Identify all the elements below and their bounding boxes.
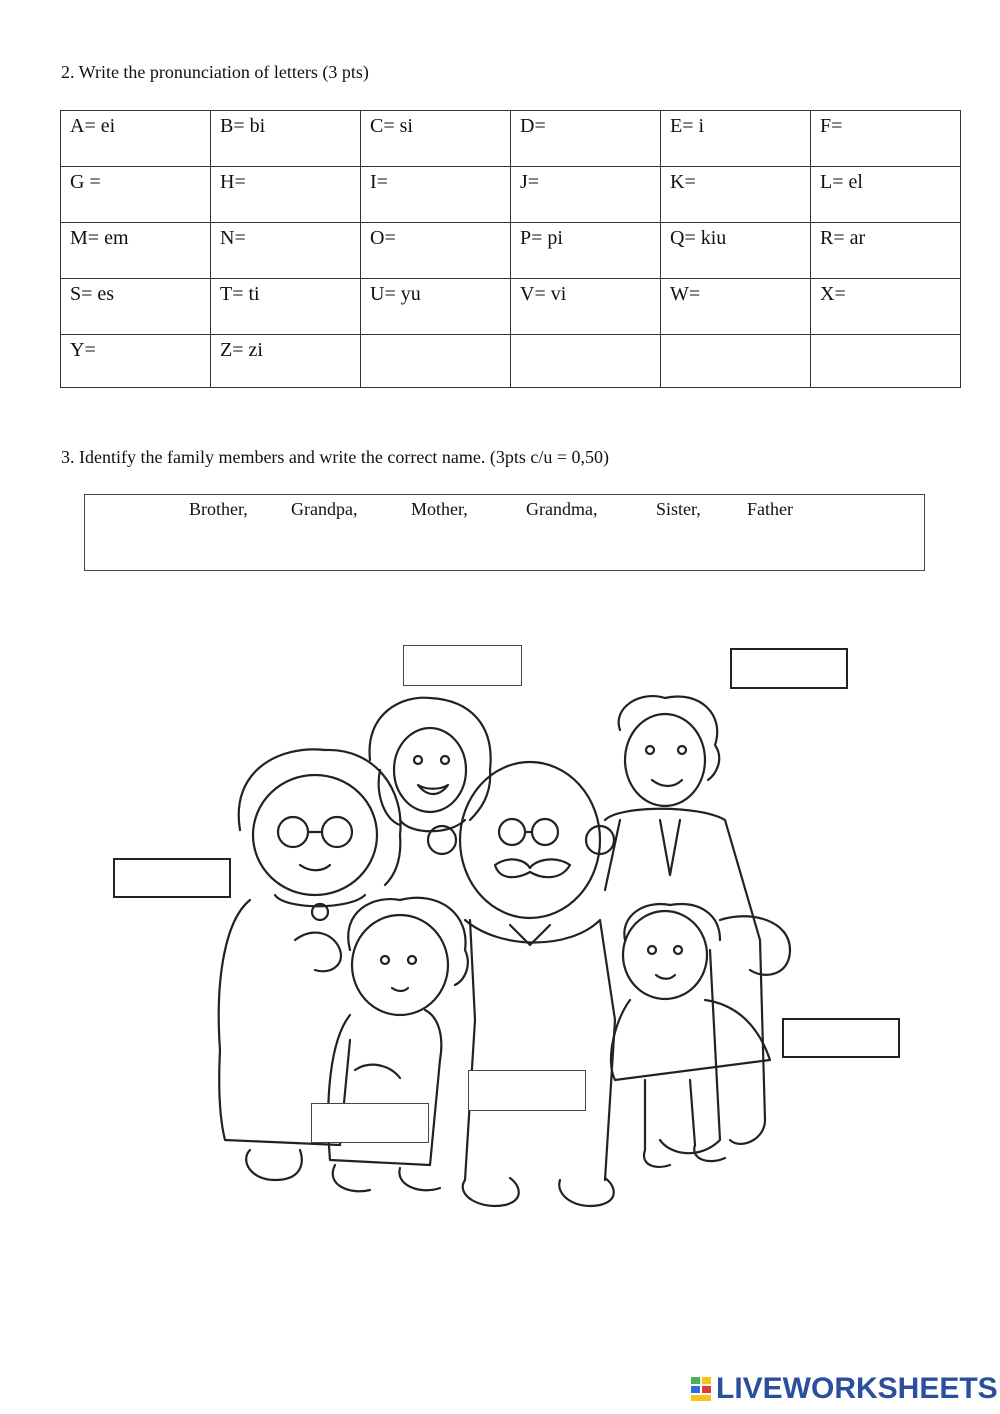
word-bank-item: Father bbox=[747, 499, 793, 519]
letter-cell[interactable]: H= bbox=[211, 167, 361, 223]
father-figure bbox=[605, 696, 765, 1153]
letter-cell[interactable]: Z= zi bbox=[211, 335, 361, 388]
answer-box-right[interactable] bbox=[782, 1018, 900, 1058]
letter-row bbox=[61, 335, 961, 388]
letter-cell[interactable]: K= bbox=[661, 167, 811, 223]
letter-row bbox=[61, 223, 961, 279]
word-bank-item: Mother, bbox=[411, 499, 468, 519]
letter-cell[interactable]: I= bbox=[361, 167, 511, 223]
letter-cell[interactable]: D= bbox=[511, 111, 661, 167]
letter-cell[interactable] bbox=[811, 335, 961, 388]
answer-box-bottom-center[interactable] bbox=[468, 1070, 586, 1111]
letter-cell[interactable]: G = bbox=[61, 167, 211, 223]
liveworksheets-brand bbox=[690, 1372, 998, 1406]
letter-cell[interactable]: R= ar bbox=[811, 223, 961, 279]
word-bank-item: Grandma, bbox=[526, 499, 598, 519]
word-bank-item: Grandpa, bbox=[291, 499, 358, 519]
letter-cell[interactable]: A= ei bbox=[61, 111, 211, 167]
letter-cell[interactable]: L= el bbox=[811, 167, 961, 223]
letter-cell[interactable]: N= bbox=[211, 223, 361, 279]
letter-cell[interactable]: F= bbox=[811, 111, 961, 167]
section-3-title: 3. Identify the family members and write the correct name. (3pts c/u = 0,50) bbox=[61, 447, 609, 467]
letter-pronunciation-table bbox=[60, 110, 961, 388]
letter-cell[interactable]: O= bbox=[361, 223, 511, 279]
letter-cell[interactable]: Y= bbox=[61, 335, 211, 388]
letter-cell[interactable] bbox=[661, 335, 811, 388]
word-bank bbox=[84, 494, 925, 571]
letter-cell[interactable]: M= em bbox=[61, 223, 211, 279]
answer-box-top-center[interactable] bbox=[403, 645, 522, 686]
letter-cell[interactable] bbox=[361, 335, 511, 388]
brand-name: LIVEWORKSHEETS bbox=[716, 1372, 998, 1405]
letter-cell[interactable]: J= bbox=[511, 167, 661, 223]
letter-cell[interactable]: T= ti bbox=[211, 279, 361, 335]
letter-cell[interactable] bbox=[511, 335, 661, 388]
answer-box-bottom-left[interactable] bbox=[311, 1103, 429, 1143]
letter-cell[interactable]: U= yu bbox=[361, 279, 511, 335]
letter-cell[interactable]: W= bbox=[661, 279, 811, 335]
letter-cell[interactable]: E= i bbox=[661, 111, 811, 167]
answer-box-top-right[interactable] bbox=[730, 648, 848, 689]
letter-cell[interactable]: S= es bbox=[61, 279, 211, 335]
letter-cell[interactable]: Q= kiu bbox=[661, 223, 811, 279]
letter-cell[interactable]: P= pi bbox=[511, 223, 661, 279]
letter-cell[interactable]: V= vi bbox=[511, 279, 661, 335]
answer-box-left[interactable] bbox=[113, 858, 231, 898]
letter-row bbox=[61, 167, 961, 223]
family-illustration bbox=[100, 620, 820, 1220]
letter-row bbox=[61, 111, 961, 167]
letter-cell[interactable]: C= si bbox=[361, 111, 511, 167]
liveworksheets-logo-icon bbox=[690, 1376, 712, 1402]
section-2-title: 2. Write the pronunciation of letters (3 pts) bbox=[61, 62, 369, 82]
word-bank-item: Sister, bbox=[656, 499, 701, 519]
word-bank-item: Brother, bbox=[189, 499, 248, 519]
mother-figure bbox=[370, 698, 491, 832]
letter-cell[interactable]: B= bi bbox=[211, 111, 361, 167]
letter-cell[interactable]: X= bbox=[811, 279, 961, 335]
letter-row bbox=[61, 279, 961, 335]
